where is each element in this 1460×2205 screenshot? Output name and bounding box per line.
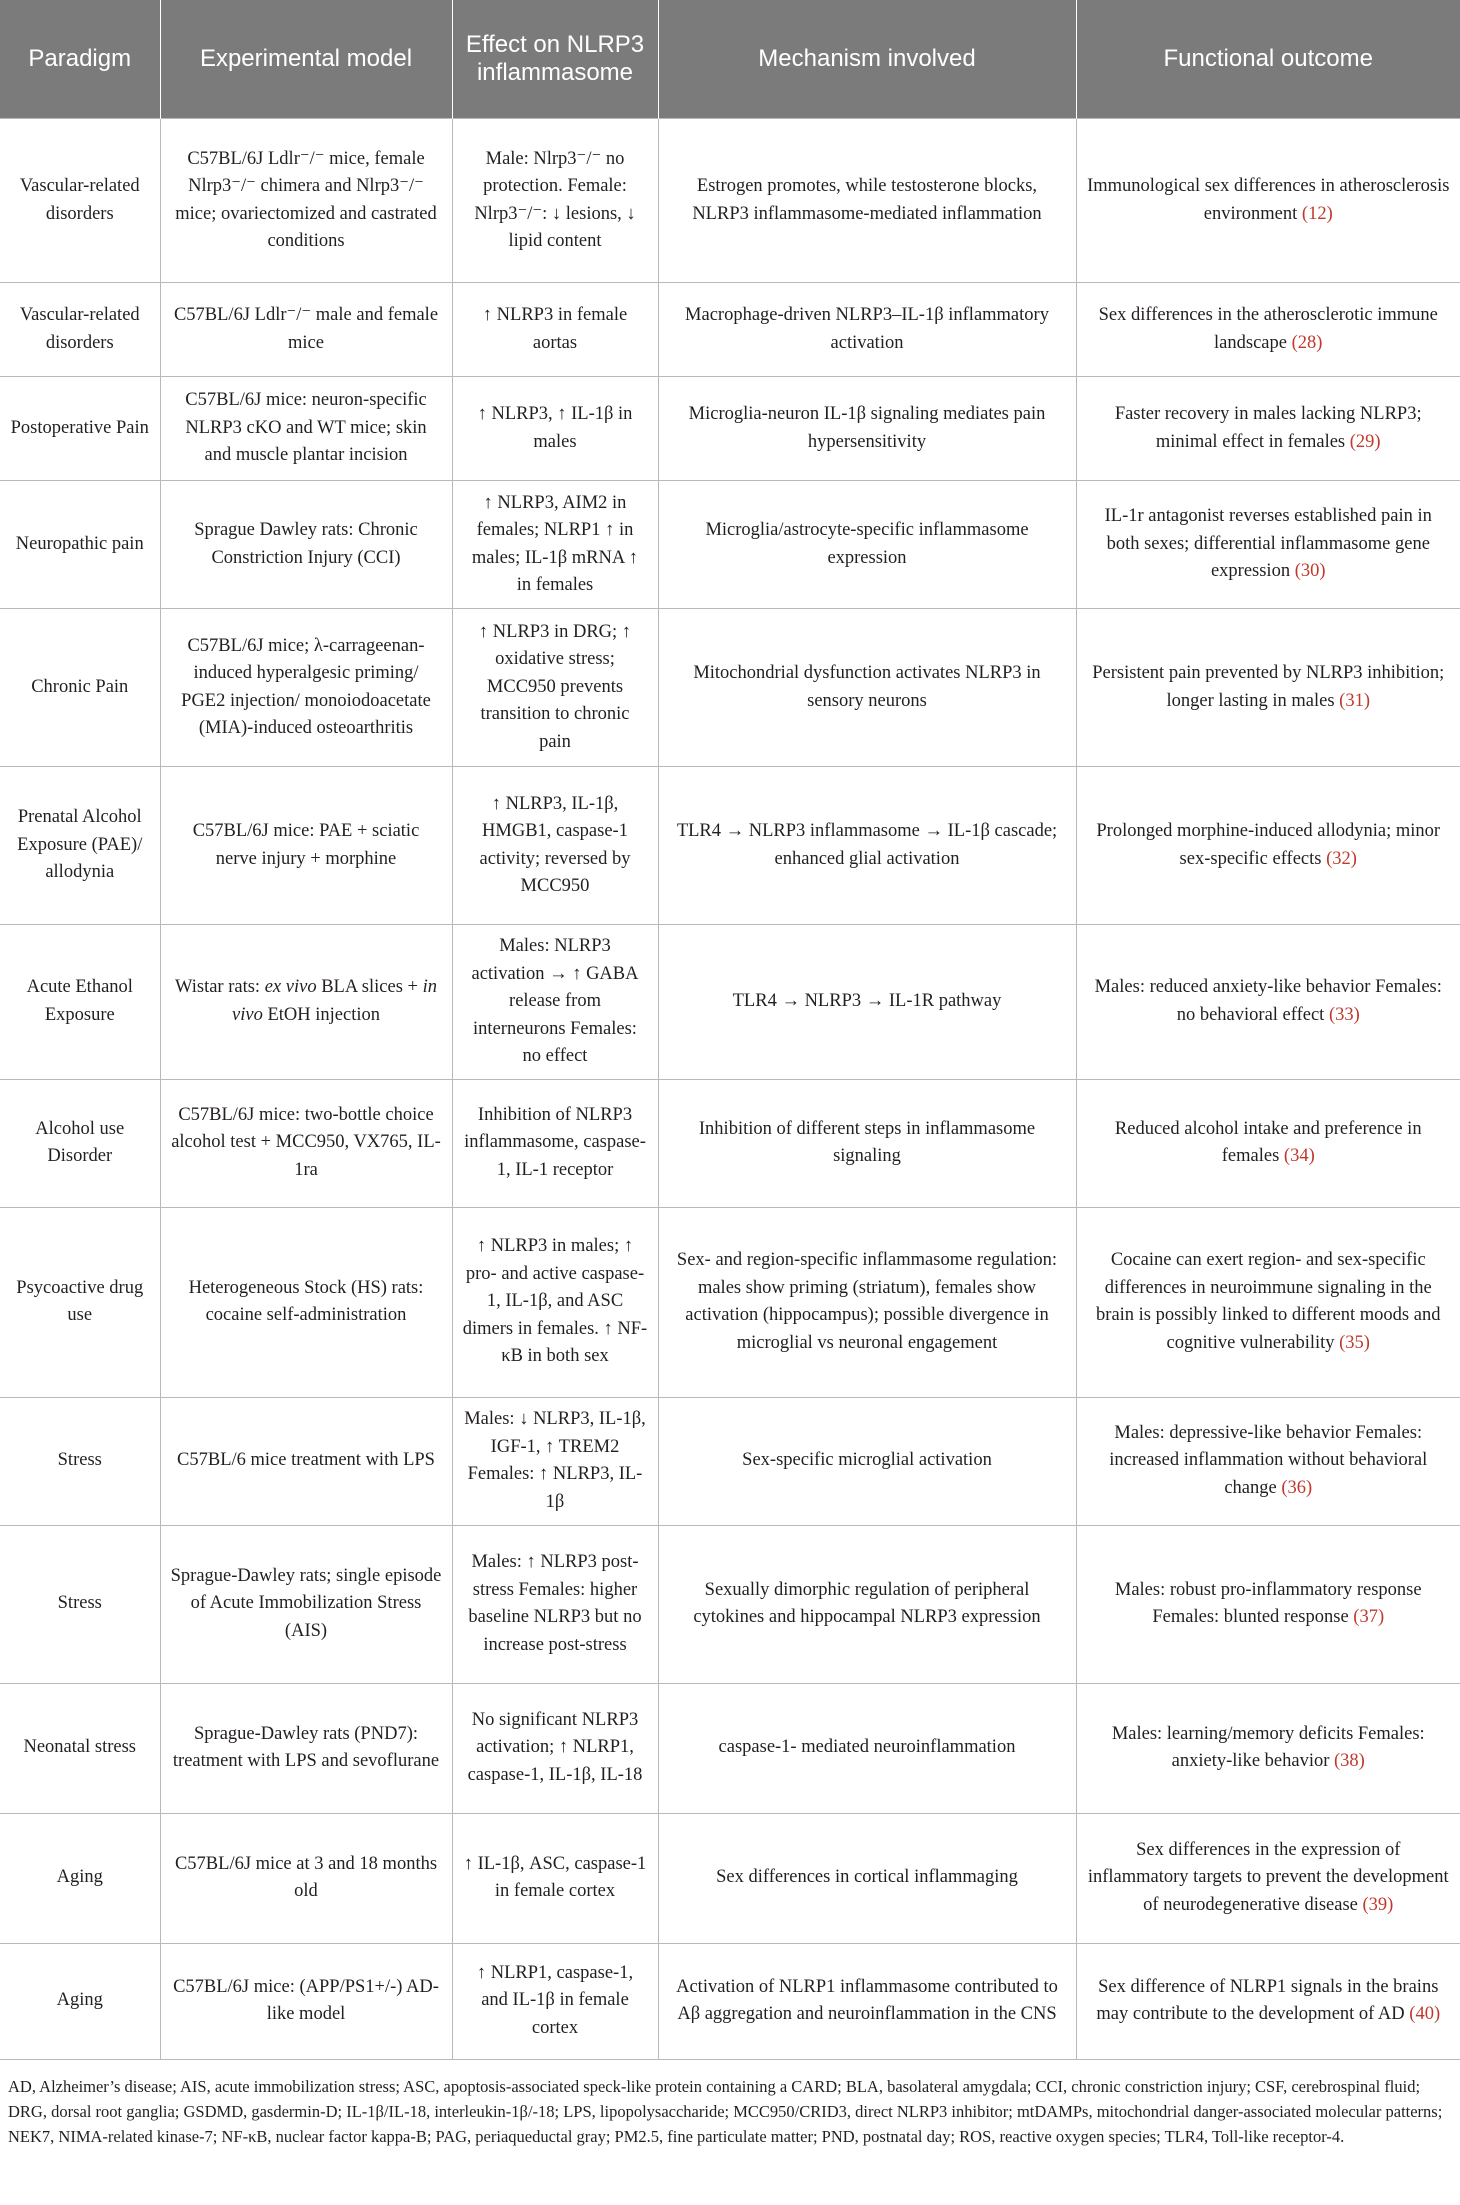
cell-model: Sprague-Dawley rats; single episode of Acute Immobilization Stress (AIS) <box>160 1525 452 1683</box>
reference-link[interactable]: (36) <box>1281 1477 1313 1498</box>
col-header-mechanism: Mechanism involved <box>658 0 1076 119</box>
cell-paradigm: Neonatal stress <box>0 1683 160 1813</box>
cell-paradigm: Stress <box>0 1397 160 1525</box>
reference-link[interactable]: (31) <box>1339 690 1370 711</box>
cell-outcome <box>1076 377 1460 481</box>
cell-mechanism: Sex-specific microglial activation <box>658 1397 1076 1525</box>
cell-model: C57BL/6J Ldlr⁻/⁻ male and female mice <box>160 283 452 377</box>
outcome-text: Sex difference of NLRP1 signals in the brains may contribute to the development of AD <box>1096 1976 1439 2024</box>
reference-link[interactable]: (34) <box>1283 1146 1315 1166</box>
reference-link[interactable]: (28) <box>1291 332 1323 353</box>
cell-model: Sprague-Dawley rats (PND7): treatment with LPS and sevoflurane <box>160 1683 452 1813</box>
model-text-italic: in vivo <box>232 977 437 1025</box>
reference-link[interactable]: (35) <box>1339 1332 1370 1353</box>
cell-model: C57BL/6J Ldlr⁻/⁻ mice, female Nlrp3⁻/⁻ chimera and Nlrp3⁻/⁻ mice; ovariectomized and castrated conditions <box>160 119 452 283</box>
cell-effect: ↑ NLRP3 in DRG; ↑ oxidative stress; MCC950 prevents transition to chronic pain <box>452 609 658 767</box>
cell-outcome <box>1076 1525 1460 1683</box>
cell-paradigm: Aging <box>0 1943 160 2059</box>
cell-paradigm: Psycoactive drug use <box>0 1207 160 1397</box>
reference-link[interactable]: (38) <box>1334 1751 1365 1771</box>
col-header-effect: Effect on NLRP3 inflammasome <box>452 0 658 119</box>
table-row <box>0 767 1460 925</box>
header-row <box>0 0 1460 119</box>
reference-link[interactable]: (40) <box>1409 2004 1441 2024</box>
model-text: EtOH injection <box>262 1004 380 1025</box>
outcome-text: Prolonged morphine-induced allodynia; minor sex-specific effects <box>1096 821 1441 869</box>
cell-outcome <box>1076 609 1460 767</box>
table-row <box>0 1943 1460 2059</box>
outcome-text: Males: robust pro-inflammatory response Females: blunted response <box>1114 1579 1422 1627</box>
table-row <box>0 925 1460 1080</box>
cell-effect: Males: NLRP3 activation → ↑ GABA release from interneurons Females: no effect <box>452 925 658 1080</box>
cell-model: C57BL/6J mice: (APP/PS1+/-) AD-like model <box>160 1943 452 2059</box>
cell-outcome <box>1076 1683 1460 1813</box>
cell-effect: ↑ NLRP3 in males; ↑ pro- and active caspase-1, IL-1β, and ASC dimers in females. ↑ NF-κB in both sex <box>452 1207 658 1397</box>
cell-mechanism: TLR4 → NLRP3 → IL-1R pathway <box>658 925 1076 1080</box>
cell-model: Heterogeneous Stock (HS) rats: cocaine self-administration <box>160 1207 452 1397</box>
cell-effect: ↑ IL-1β, ASC, caspase-1 in female cortex <box>452 1813 658 1943</box>
cell-outcome <box>1076 119 1460 283</box>
cell-paradigm: Chronic Pain <box>0 609 160 767</box>
cell-outcome <box>1076 767 1460 925</box>
outcome-text: Males: reduced anxiety-like behavior Females: no behavioral effect <box>1094 977 1442 1025</box>
cell-mechanism: caspase-1- mediated neuroinflammation <box>658 1683 1076 1813</box>
cell-effect: Inhibition of NLRP3 inflammasome, caspase-1, IL-1 receptor <box>452 1079 658 1207</box>
cell-paradigm: Vascular-related disorders <box>0 283 160 377</box>
outcome-text: Males: depressive-like behavior Females: increased inflammation without behavioral change <box>1109 1422 1428 1498</box>
cell-paradigm: Prenatal Alcohol Exposure (PAE)/ allodynia <box>0 767 160 925</box>
outcome-text: Cocaine can exert region- and sex-specific differences in neuroimmune signaling in the brain is possibly linked to different moods and cognitive vulnerability <box>1096 1250 1441 1353</box>
table-row <box>0 1207 1460 1397</box>
outcome-text: Males: learning/memory deficits Females: anxiety-like behavior <box>1111 1723 1425 1771</box>
cell-outcome <box>1076 1207 1460 1397</box>
cell-paradigm: Stress <box>0 1525 160 1683</box>
outcome-text: Persistent pain prevented by NLRP3 inhibition; longer lasting in males <box>1092 663 1445 711</box>
cell-outcome <box>1076 1943 1460 2059</box>
outcome-text: Immunological sex differences in atherosclerosis environment <box>1087 176 1450 224</box>
reference-link[interactable]: (30) <box>1294 561 1326 582</box>
cell-outcome <box>1076 1079 1460 1207</box>
reference-link[interactable]: (12) <box>1301 203 1333 224</box>
table-footnote: AD, Alzheimer’s disease; AIS, acute immobilization stress; ASC, apoptosis-associated speck-like protein containing a CARD; BLA, basolateral amygdala; CCI, chronic constriction injury; CSF, cerebrospinal fluid; DRG, dorsal root ganglia; GSDMD, gasdermin-D; IL-1β/IL-18, interleukin-1β/-18; LPS, lipopolysaccharide; MCC950/CRID3, direct NLRP3 inhibitor; mtDAMPs, mitochondrial danger-associated molecular patterns; NEK7, NIMA-related kinase-7; NF-κB, nuclear factor kappa-B; PAG, periaqueductal gray; PM2.5, fine particulate matter; PND, postnatal day; ROS, reactive oxygen species; TLR4, Toll-like receptor-4. <box>8 2076 1443 2146</box>
cell-mechanism: TLR4 → NLRP3 inflammasome → IL-1β cascade; enhanced glial activation <box>658 767 1076 925</box>
outcome-text: IL-1r antagonist reverses established pain in both sexes; differential inflammasome gene expression <box>1104 506 1432 582</box>
cell-mechanism: Activation of NLRP1 inflammasome contributed to Aβ aggregation and neuroinflammation in the CNS <box>658 1943 1076 2059</box>
table-row <box>0 1525 1460 1683</box>
cell-outcome <box>1076 283 1460 377</box>
cell-paradigm: Acute Ethanol Exposure <box>0 925 160 1080</box>
table-row <box>0 609 1460 767</box>
cell-mechanism: Microglia-neuron IL-1β signaling mediates pain hypersensitivity <box>658 377 1076 481</box>
cell-effect: ↑ NLRP3, AIM2 in females; NLRP1 ↑ in males; IL-1β mRNA ↑ in females <box>452 481 658 609</box>
col-header-outcome: Functional outcome <box>1076 0 1460 119</box>
table-row <box>0 1813 1460 1943</box>
model-text: BLA slices + <box>316 977 423 998</box>
cell-model: C57BL/6J mice: neuron-specific NLRP3 cKO and WT mice; skin and muscle plantar incision <box>160 377 452 481</box>
table-row <box>0 283 1460 377</box>
col-header-paradigm: Paradigm <box>0 0 160 119</box>
cell-effect: No significant NLRP3 activation; ↑ NLRP1, caspase-1, IL-1β, IL-18 <box>452 1683 658 1813</box>
reference-link[interactable]: (37) <box>1353 1607 1385 1627</box>
table-row <box>0 377 1460 481</box>
cell-outcome <box>1076 481 1460 609</box>
cell-mechanism: Sex differences in cortical inflammaging <box>658 1813 1076 1943</box>
cell-model: C57BL/6J mice; λ-carrageenan-induced hyperalgesic priming/ PGE2 injection/ monoiodoacetate (MIA)-induced osteoarthritis <box>160 609 452 767</box>
cell-paradigm: Aging <box>0 1813 160 1943</box>
reference-link[interactable]: (33) <box>1328 1004 1360 1025</box>
cell-model: C57BL/6J mice at 3 and 18 months old <box>160 1813 452 1943</box>
model-text-italic: ex vivo <box>264 977 317 998</box>
cell-paradigm: Neuropathic pain <box>0 481 160 609</box>
cell-outcome <box>1076 1813 1460 1943</box>
cell-mechanism: Estrogen promotes, while testosterone blocks, NLRP3 inflammasome-mediated inflammation <box>658 119 1076 283</box>
cell-effect: Males: ↓ NLRP3, IL-1β, IGF-1, ↑ TREM2 Females: ↑ NLRP3, IL-1β <box>452 1397 658 1525</box>
cell-mechanism: Inhibition of different steps in inflammasome signaling <box>658 1079 1076 1207</box>
table-row <box>0 1079 1460 1207</box>
table-row <box>0 119 1460 283</box>
cell-effect: Males: ↑ NLRP3 post-stress Females: higher baseline NLRP3 but no increase post-stress <box>452 1525 658 1683</box>
reference-link[interactable]: (32) <box>1326 848 1357 869</box>
reference-link[interactable]: (29) <box>1349 431 1381 452</box>
reference-link[interactable]: (39) <box>1362 1894 1394 1915</box>
cell-outcome <box>1076 925 1460 1080</box>
model-text: Wistar rats: <box>175 977 265 998</box>
col-header-model: Experimental model <box>160 0 452 119</box>
outcome-text: Sex differences in the atherosclerotic immune landscape <box>1098 305 1438 353</box>
cell-effect: ↑ NLRP3, IL-1β, HMGB1, caspase-1 activity; reversed by MCC950 <box>452 767 658 925</box>
outcome-text: Faster recovery in males lacking NLRP3; minimal effect in females <box>1114 404 1422 452</box>
cell-model: C57BL/6J mice: two-bottle choice alcohol test + MCC950, VX765, IL-1ra <box>160 1079 452 1207</box>
table-row <box>0 481 1460 609</box>
cell-model: C57BL/6 mice treatment with LPS <box>160 1397 452 1525</box>
cell-paradigm: Postoperative Pain <box>0 377 160 481</box>
cell-outcome <box>1076 1397 1460 1525</box>
cell-effect: ↑ NLRP3 in female aortas <box>452 283 658 377</box>
cell-model: C57BL/6J mice: PAE + sciatic nerve injury + morphine <box>160 767 452 925</box>
cell-mechanism: Sexually dimorphic regulation of peripheral cytokines and hippocampal NLRP3 expression <box>658 1525 1076 1683</box>
cell-paradigm: Alcohol use Disorder <box>0 1079 160 1207</box>
table-row <box>0 1683 1460 1813</box>
cell-effect: Male: Nlrp3⁻/⁻ no protection. Female: Nlrp3⁻/⁻: ↓ lesions, ↓ lipid content <box>452 119 658 283</box>
table-row <box>0 1397 1460 1525</box>
cell-mechanism: Sex- and region-specific inflammasome regulation: males show priming (striatum), females show activation (hippocampus); possible divergence in microglial vs neuronal engagement <box>658 1207 1076 1397</box>
cell-mechanism: Microglia/astrocyte-specific inflammasome expression <box>658 481 1076 609</box>
cell-paradigm: Vascular-related disorders <box>0 119 160 283</box>
cell-model: Sprague Dawley rats: Chronic Constriction Injury (CCI) <box>160 481 452 609</box>
cell-mechanism: Macrophage-driven NLRP3–IL-1β inflammatory activation <box>658 283 1076 377</box>
cell-effect: ↑ NLRP1, caspase-1, and IL-1β in female cortex <box>452 1943 658 2059</box>
outcome-text: Reduced alcohol intake and preference in females <box>1114 1118 1422 1166</box>
outcome-text: Sex differences in the expression of inflammatory targets to prevent the development of neurodegenerative disease <box>1087 1839 1449 1915</box>
cell-model <box>160 925 452 1080</box>
cell-effect: ↑ NLRP3, ↑ IL-1β in males <box>452 377 658 481</box>
cell-mechanism: Mitochondrial dysfunction activates NLRP3 in sensory neurons <box>658 609 1076 767</box>
